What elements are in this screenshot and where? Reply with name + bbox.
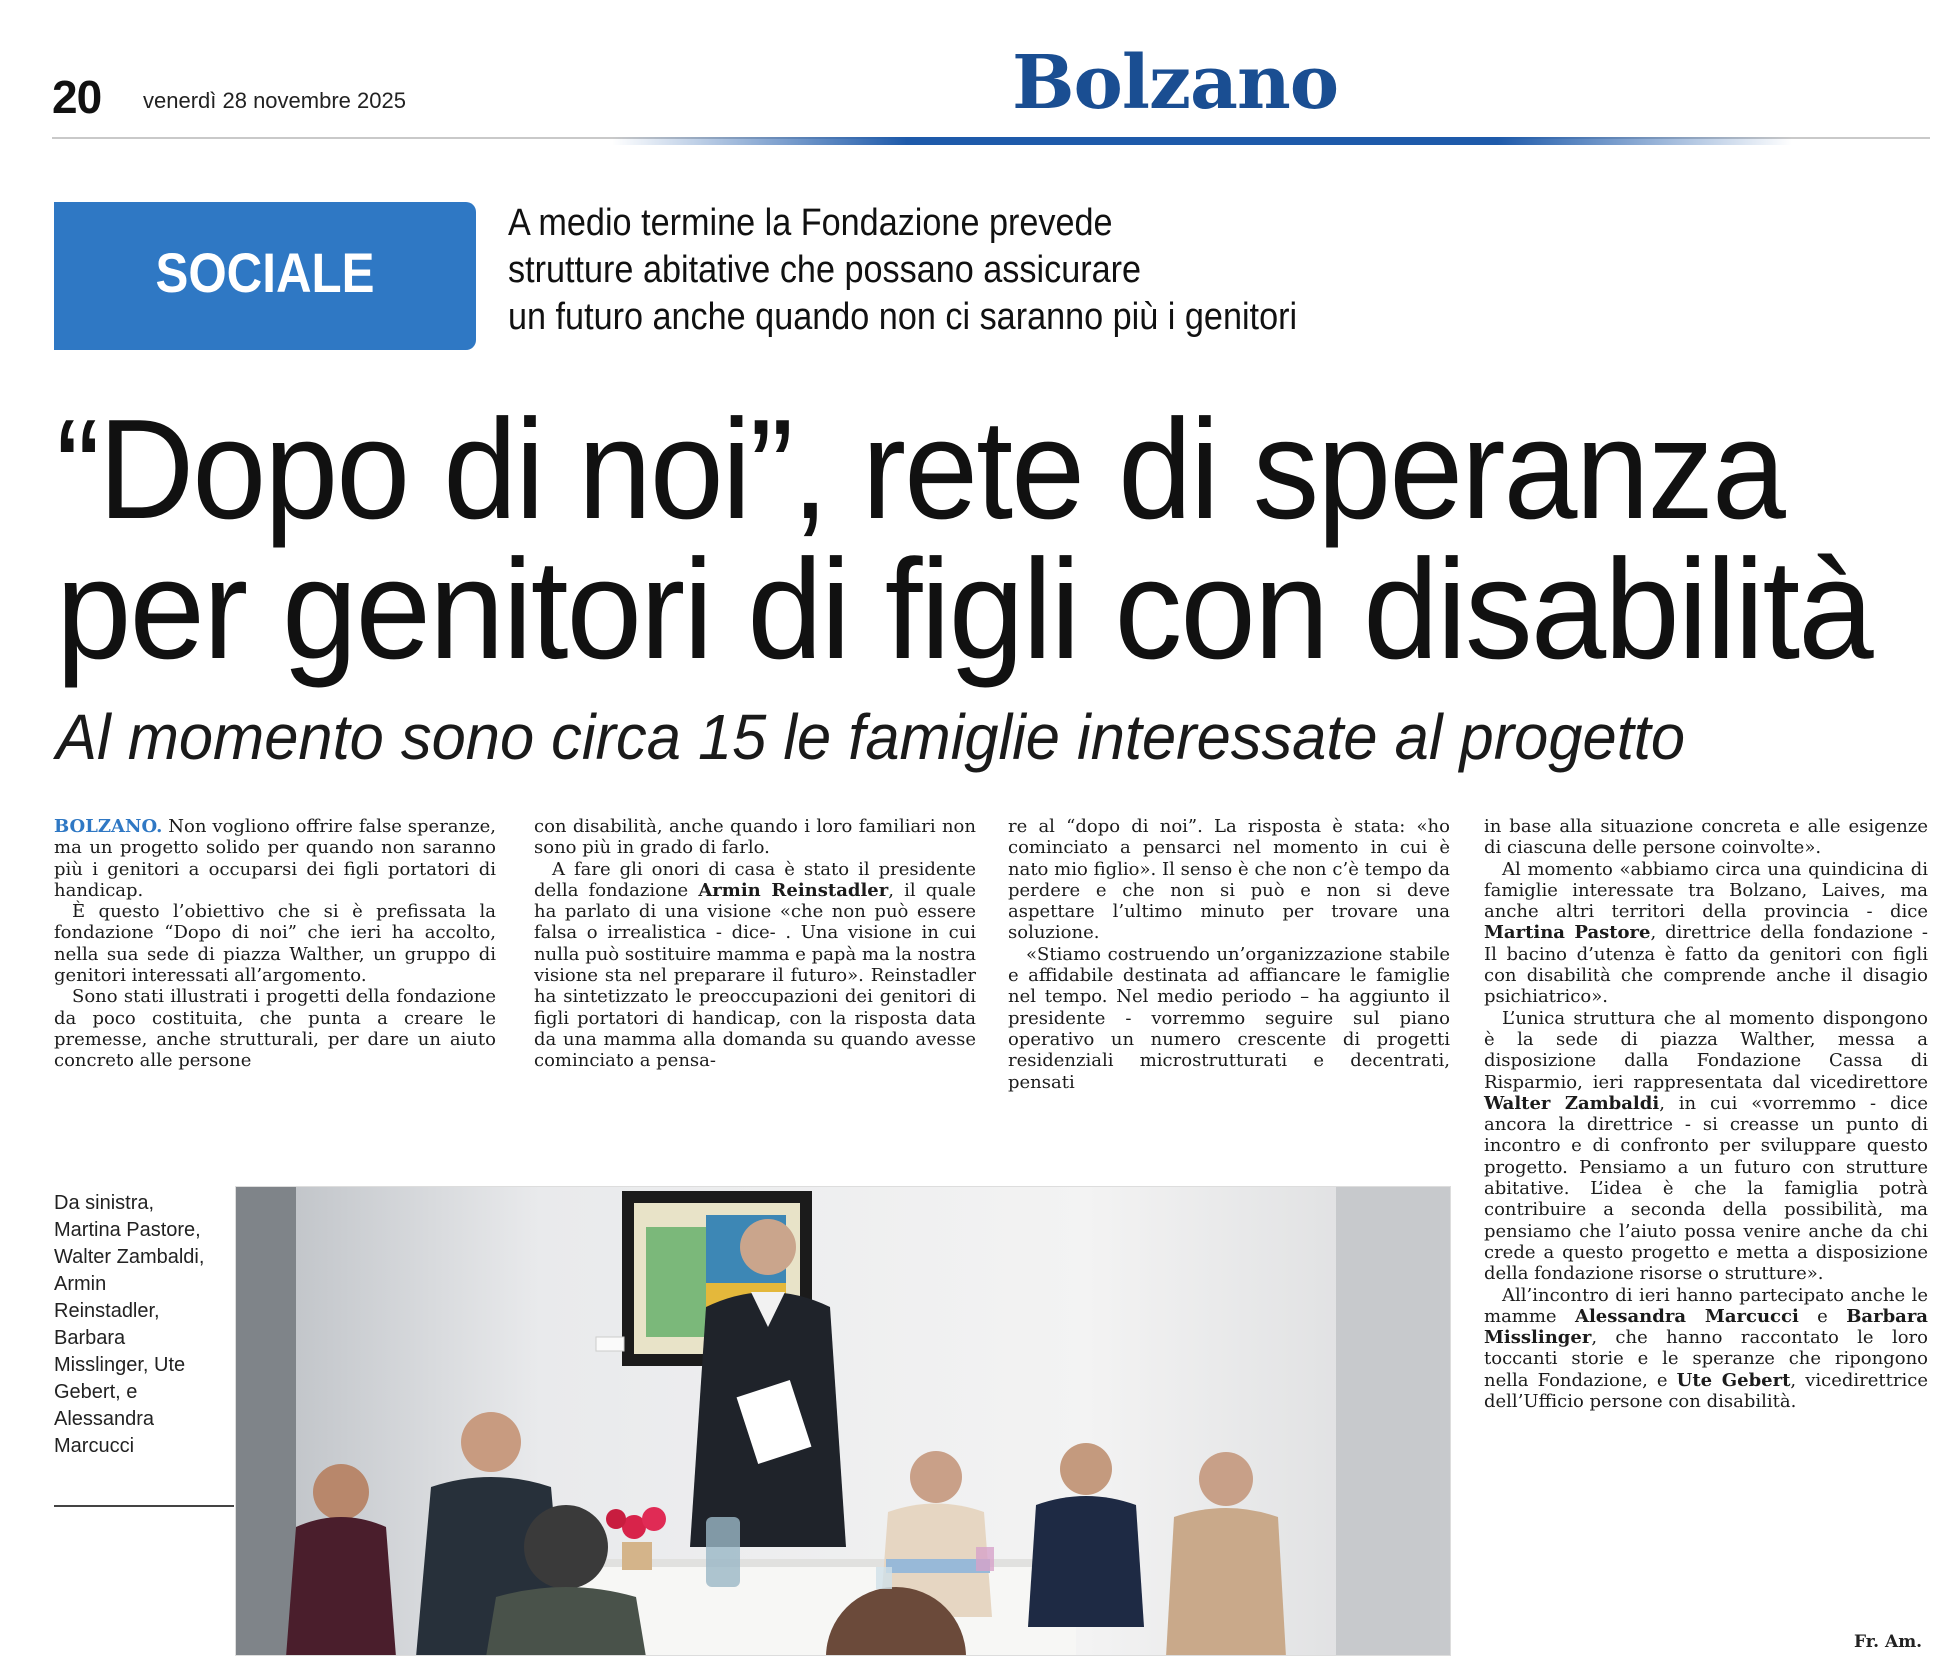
paragraph-text: A fare gli onori di casa è stato il presidente della fondazione — [534, 858, 976, 901]
paragraph — [1484, 1008, 1928, 1285]
paragraph-text: Non vogliono offrire false speranze, ma un progetto solido per quando non saranno più i genitori a occuparsi dei figli portatori di handicap. — [54, 816, 496, 901]
person-name: Barbara Misslinger — [1484, 1305, 1928, 1349]
section-title: Bolzano — [1012, 40, 1339, 126]
headline-line-1: “Dopo di noi”, rete di speranza — [56, 390, 1785, 549]
person-name: Martina Pastore — [1484, 922, 1651, 944]
person-name: Alessandra Marcucci — [1574, 1305, 1799, 1327]
paragraph: È questo l’obiettivo che si è prefissata la fondazione “Dopo di noi” che ieri ha accolto, nella sua sede di piazza Walther, un gruppo di genitori interessati all’argomento. — [54, 901, 496, 987]
article-photo — [235, 1186, 1451, 1656]
person-name: Armin Reinstadler — [698, 879, 889, 901]
paragraph-text: , in cui «vorremmo - dice ancora la direttrice - si creasse un punto di incontro e di confronto per sviluppare questo progetto. Pensiamo a un futuro con strutture abitative. L’idea è che la famiglia potrà contribuire a seconda della possibilità, ma pensiamo che l’aiuto possa venire anche da chi crede a questo progetto e metta a disposizione della fondazione risorse o strutture». — [1484, 1092, 1929, 1285]
kicker-box — [54, 202, 476, 350]
article-column-4 — [1484, 816, 1928, 1412]
paragraph-text: , vicedirettrice dell’Ufficio persone con disabilità. — [1484, 1369, 1928, 1413]
paragraph — [54, 816, 496, 901]
paragraph — [534, 859, 976, 1072]
header-rule-accent — [612, 137, 1792, 145]
author-signature: Fr. Am. — [1854, 1632, 1923, 1652]
paragraph: con disabilità, anche quando i loro familiari non sono più in grado di farlo. — [534, 816, 976, 859]
paragraph-text: L’unica struttura che al momento dispongono è la sede di piazza Walther, messa a disposizione dalla Fondazione Cassa di Risparmio, ieri rappresentata dal vicedirettore — [1484, 1007, 1928, 1093]
header-rule — [52, 137, 1930, 147]
paragraph: «Stiamo costruendo un’organizzazione stabile e affidabile destinata ad affiancare le famiglie nel tempo. Nel medio periodo – ha aggiunto il presidente - vorremmo seguire sul piano operativo un numero crescente di progetti residenziali microstrutturati e decentrati, pensati — [1008, 943, 1450, 1093]
headline-line-2: per genitori di figli con disabilità — [56, 530, 1872, 689]
paragraph: Sono stati illustrati i progetti della fondazione da poco costituita, che punta a creare le premesse, anche strutturali, per dare un aiuto concreto alle persone — [54, 986, 496, 1072]
kicker-summary — [508, 200, 1298, 341]
conjunction: e — [1798, 1305, 1847, 1327]
article-column-1 — [54, 816, 496, 1072]
article-column-3 — [1008, 816, 1450, 1093]
dateline: BOLZANO. — [54, 816, 163, 837]
paragraph — [1484, 859, 1928, 1008]
person-name: Ute Gebert — [1676, 1369, 1791, 1391]
kicker-line: A medio termine la Fondazione prevede — [508, 202, 1113, 244]
subheadline: Al momento sono circa 15 le famiglie interessate al progetto — [56, 701, 1685, 773]
caption-pointer-line — [54, 1505, 234, 1507]
kicker-label: SOCIALE — [155, 241, 375, 304]
page-date: venerdì 28 novembre 2025 — [143, 88, 406, 113]
paragraph-text: All’incontro di ieri hanno partecipato anche le mamme — [1484, 1284, 1928, 1327]
kicker-line: strutture abitative che possano assicurare — [508, 249, 1142, 291]
paragraph-text: , che hanno raccontato le loro toccanti storie e le speranze che ripongono nella Fondazione, e — [1484, 1327, 1928, 1391]
person-name: Walter Zambaldi — [1484, 1092, 1660, 1114]
paragraph: re al “dopo di noi”. La risposta è stata: «ho cominciato a pensarci nel momento in cui è nato mio figlio». Il senso è che non c’è tempo da perdere e che non si può e non si deve aspettare l’ultimo minuto per trovare una soluzione. — [1008, 816, 1450, 944]
meeting-photo-illustration — [236, 1187, 1451, 1656]
paragraph — [1484, 1285, 1928, 1413]
paragraph: in base alla situazione concreta e alle esigenze di ciascuna delle persone coinvolte». — [1484, 816, 1928, 859]
kicker-line: un futuro anche quando non ci saranno più i genitori — [508, 296, 1298, 338]
photo-caption: Da sinistra, Martina Pastore, Walter Zambaldi, Armin Reinstadler, Barbara Misslinger, Ute Gebert, e Alessandra Marcucci — [54, 1192, 205, 1457]
page-number: 20 — [52, 71, 102, 123]
paragraph-text: , il quale ha parlato di una visione «che non può essere falsa o irrealistica - dice- . Una visione in cui nulla può sostituire mamma e papà ma la nostra visione sta nel preparare il futuro». Reinstadler ha sintetizzato le preoccupazioni dei genitori di figli portatori di handicap, con la risposta data da una mamma alla domanda su quando avesse cominciato a pensa- — [534, 879, 976, 1072]
paragraph-text: , direttrice della fondazione - Il bacino d’utenza è fatto da genitori con figli con disabilità che comprende anche il disagio psichiatrico». — [1484, 922, 1928, 1008]
paragraph-text: Al momento «abbiamo circa una quindicina di famiglie interessate tra Bolzano, Laives, ma anche altri territori della provincia - dice — [1484, 858, 1928, 923]
headline — [56, 390, 1936, 689]
article-column-2 — [534, 816, 976, 1072]
